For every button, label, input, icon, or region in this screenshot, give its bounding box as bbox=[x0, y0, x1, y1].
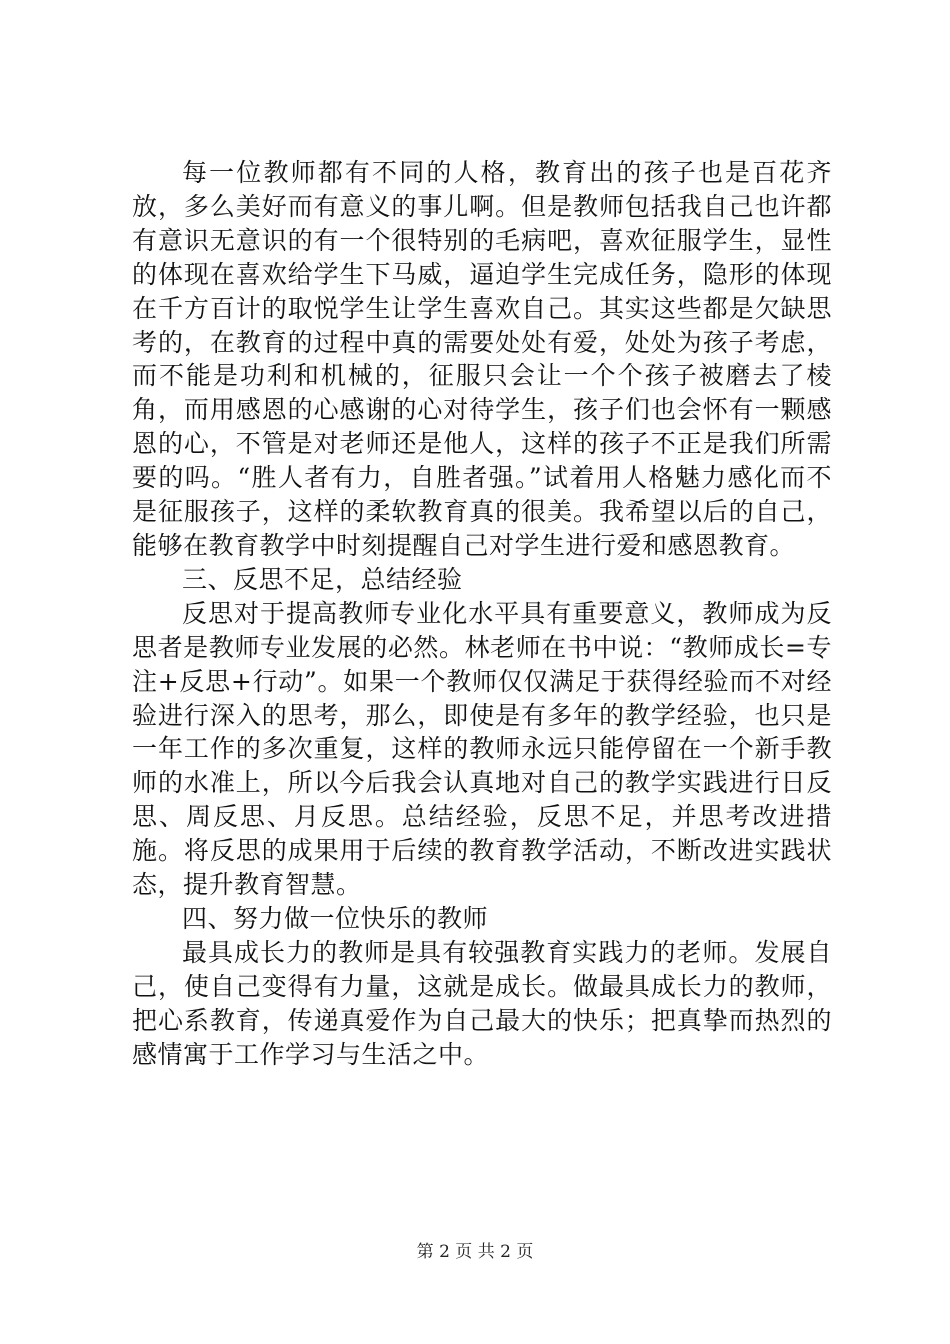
page-number-footer: 第 2 页 共 2 页 bbox=[416, 1242, 534, 1262]
section-heading-happy-teacher: 四、努力做一位快乐的教师 bbox=[182, 903, 489, 933]
paragraph-gratitude-education: 每一位教师都有不同的人格，教育出的孩子也是百花齐放，多么美好而有意义的事儿啊。但是教师包括我自己也许都有意识无意识的有一个很特别的毛病吧，喜欢征服学生，显性的体现在喜欢给学生下马威，逼迫学生完成任务，隐形的体现在千方百计的取悦学生让学生喜欢自己。其实这些都是欠缺思考的，在教育的过程中真的需要处处有爱，处处为孩子考虑，而不能是功利和机械的，征服只会让一个个孩子被磨去了棱角，而用感恩的心感谢的心对待学生，孩子们也会怀有一颗感恩的心，不管是对老师还是他人，这样的孩子不正是我们所需要的吗。“胜人者有力，自胜者强。”试着用人格魅力感化而不是征服孩子，这样的柔软教育真的很美。我希望以后的自己，能够在教育教学中时刻提醒自己对学生进行爱和感恩教育。 bbox=[132, 158, 832, 560]
paragraph-happy-teacher: 最具成长力的教师是具有较强教育实践力的老师。发展自己，使自己变得有力量，这就是成长。做最具成长力的教师，把心系教育，传递真爱作为自己最大的快乐；把真挚而热烈的感情寓于工作学习与生活之中。 bbox=[132, 937, 832, 1069]
paragraph-reflection: 反思对于提高教师专业化水平具有重要意义，教师成为反思者是教师专业发展的必然。林老师在书中说：“教师成长=专注+反思+行动”。如果一个教师仅仅满足于获得经验而不对经验进行深入的思考，那么，即使是有多年的教学经验，也只是一年工作的多次重复，这样的教师永远只能停留在一个新手教师的水准上，所以今后我会认真地对自己的教学实践进行日反思、周反思、月反思。总结经验，反思不足，并思考改进措施。将反思的成果用于后续的教育教学活动，不断改进实践状态，提升教育智慧。 bbox=[132, 598, 832, 900]
document-body bbox=[132, 156, 832, 1071]
section-heading-reflection: 三、反思不足，总结经验 bbox=[182, 564, 463, 594]
